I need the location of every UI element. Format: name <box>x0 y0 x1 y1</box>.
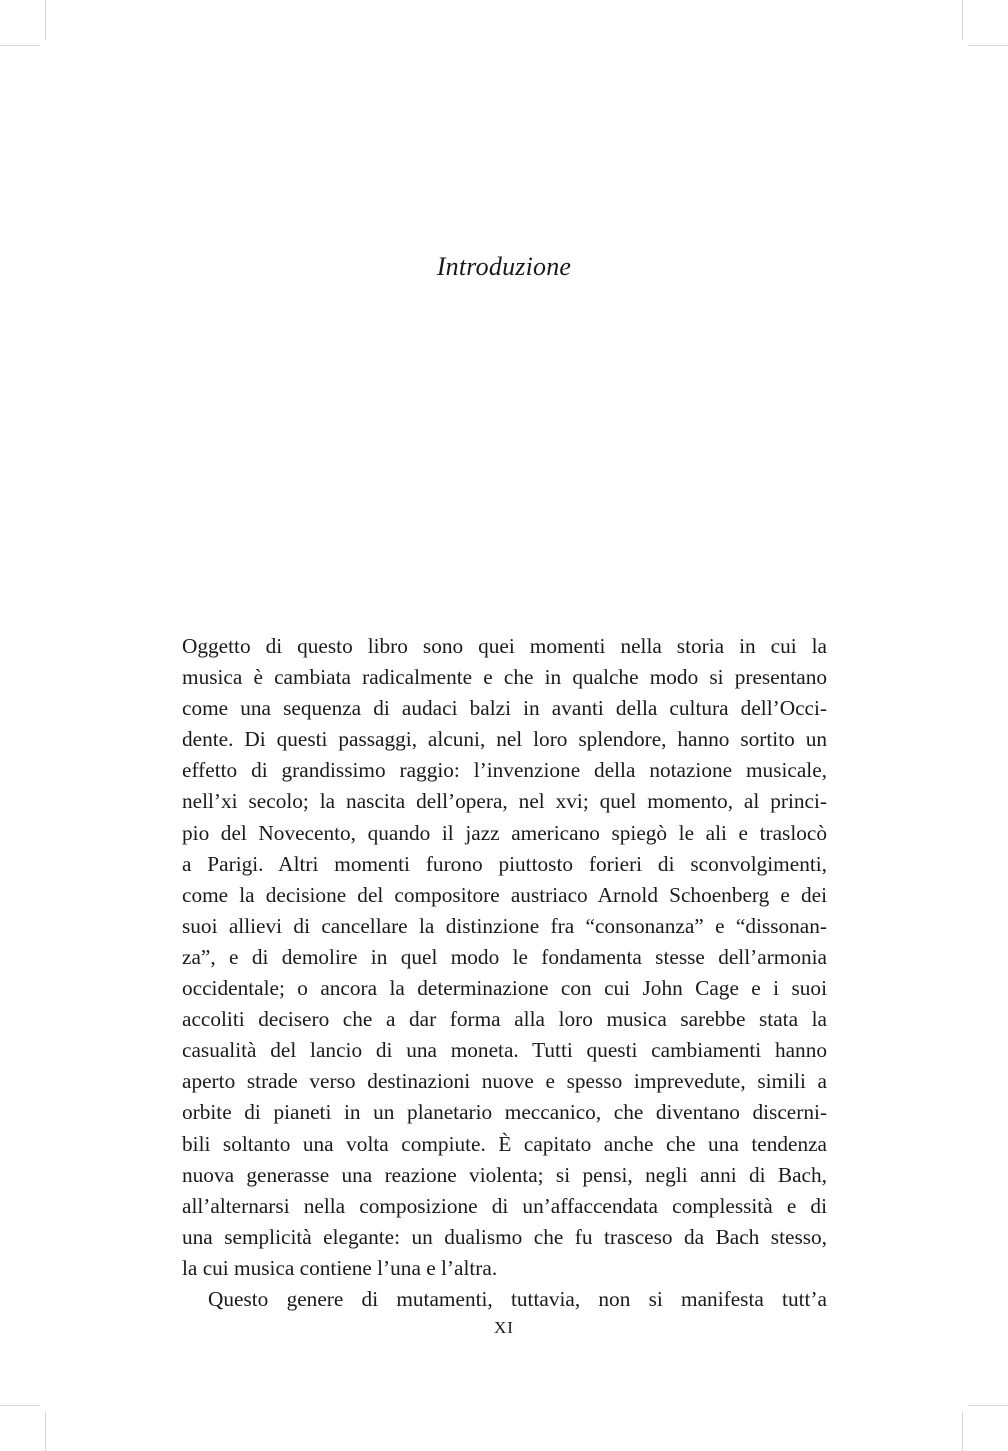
text-line: casualità del lancio di una moneta. Tutti questi cambiamenti hanno <box>182 1038 827 1063</box>
text-line: Oggetto di questo libro sono quei momenti nella storia in cui la <box>182 634 827 658</box>
crop-mark <box>962 1411 963 1451</box>
body-text <box>182 631 827 1315</box>
crop-mark <box>968 1405 1008 1406</box>
page-number: XI <box>494 1318 514 1337</box>
text-line: musica è cambiata radicalmente e che in qualche modo si presentano <box>182 665 827 690</box>
text-line: aperto strade verso destinazioni nuove e spesso imprevedute, simili a <box>182 1069 827 1094</box>
text-line: Questo genere di mutamenti, tuttavia, non si manifesta tutt’a <box>208 1286 827 1311</box>
text-line: za”, e di demolire in quel modo le fondamenta stesse dell’armonia <box>182 944 827 969</box>
crop-mark <box>0 45 40 46</box>
text-line: bili soltanto una volta compiute. È capitato anche che una tendenza <box>182 1131 827 1156</box>
crop-mark <box>968 45 1008 46</box>
text-line: accoliti decisero che a dar forma alla loro musica sarebbe stata la <box>182 1007 827 1032</box>
text-line: dente. Di questi passaggi, alcuni, nel loro splendore, hanno sortito un <box>182 727 827 752</box>
text-line: a Parigi. Altri momenti furono piuttosto forieri di sconvolgimenti, <box>182 851 827 876</box>
crop-mark <box>962 0 963 40</box>
paragraph <box>182 1284 827 1315</box>
text-line: la cui musica contiene l’una e l’altra. <box>182 1255 498 1280</box>
text-line: come una sequenza di audaci balzi in avanti della cultura dell’Occi- <box>182 696 827 721</box>
text-line: all’alternarsi nella composizione di un’affaccendata complessità e di <box>182 1193 827 1218</box>
text-line: come la decisione del compositore austriaco Arnold Schoenberg e dei <box>182 882 827 907</box>
text-line: una semplicità elegante: un dualismo che fu trasceso da Bach stesso, <box>182 1224 827 1249</box>
text-line: effetto di grandissimo raggio: l’invenzione della notazione musicale, <box>182 758 827 783</box>
paragraph <box>182 631 827 1284</box>
text-line: occidentale; o ancora la determinazione con cui John Cage e i suoi <box>182 976 827 1001</box>
text-line: suoi allievi di cancellare la distinzione fra “consonanza” e “dissonan- <box>182 913 827 938</box>
text-line: nell’xi secolo; la nascita dell’opera, nel xvi; quel momento, al princi- <box>182 789 827 814</box>
crop-mark <box>0 1405 40 1406</box>
text-line: pio del Novecento, quando il jazz americano spiegò le ali e traslocò <box>182 820 827 845</box>
text-line: nuova generasse una reazione violenta; si pensi, negli anni di Bach, <box>182 1162 827 1187</box>
text-line: orbite di pianeti in un planetario meccanico, che diventano discerni- <box>182 1100 827 1125</box>
chapter-title: Introduzione <box>436 252 572 281</box>
crop-mark <box>45 1411 46 1451</box>
crop-mark <box>45 0 46 40</box>
